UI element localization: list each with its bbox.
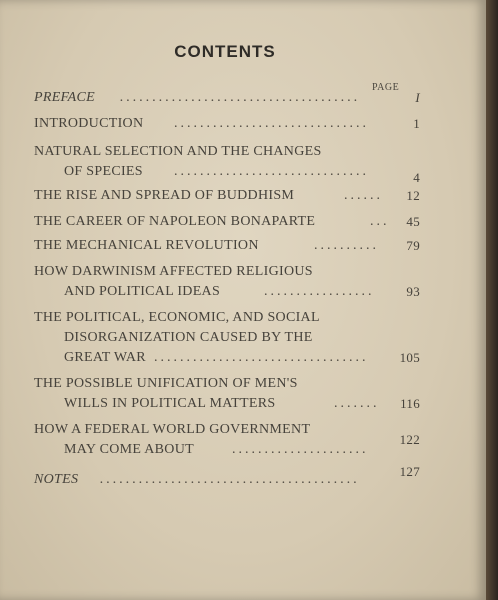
- entry-page-number: 4: [413, 170, 420, 185]
- entry-title: INTRODUCTION: [34, 116, 144, 131]
- page-edge-shadow: [486, 0, 498, 600]
- toc-entry-napoleon: [34, 212, 420, 232]
- entry-title: HOW DARWINISM AFFECTED RELIGIOUS: [34, 264, 313, 279]
- entry-page-number: 12: [406, 188, 420, 203]
- toc-entry-buddhism: [34, 186, 420, 206]
- entry-title-continued: WILLS IN POLITICAL MATTERS: [64, 396, 276, 411]
- toc-entry-federal-government: [34, 420, 420, 460]
- leader-dots: ..........: [314, 238, 379, 253]
- toc-entry-notes: [34, 464, 420, 490]
- leader-dots: .................: [264, 284, 375, 299]
- toc-entry-great-war: [34, 308, 420, 368]
- contents-heading: CONTENTS: [174, 42, 276, 61]
- entry-title: THE POSSIBLE UNIFICATION OF MEN'S: [34, 376, 298, 391]
- toc-entry-mechanical-revolution: [34, 236, 420, 256]
- leader-dots: ...: [370, 214, 390, 229]
- entry-page-number: 127: [399, 464, 420, 479]
- leader-dots: .....................: [232, 442, 369, 457]
- toc-entry-preface: [34, 88, 420, 108]
- entry-page-number: I: [415, 90, 420, 105]
- entry-title: THE POLITICAL, ECONOMIC, AND SOCIAL: [34, 310, 320, 325]
- entry-title: THE RISE AND SPREAD OF BUDDHISM: [34, 188, 295, 203]
- leader-dots: ........................................: [100, 472, 360, 487]
- entry-title-continued: OF SPECIES: [64, 164, 143, 179]
- page-column-label: PAGE: [372, 82, 400, 93]
- toc-entry-unification: [34, 374, 420, 414]
- leader-dots: ..............................: [174, 164, 369, 179]
- entry-title-continued: GREAT WAR: [64, 350, 146, 365]
- leader-dots: ..............................: [174, 116, 369, 131]
- entry-title-continued: MAY COME ABOUT: [64, 442, 194, 457]
- toc-entry-introduction: [34, 114, 420, 134]
- entry-page-number: 1: [413, 116, 420, 131]
- toc-entry-darwinism: [34, 262, 420, 302]
- leader-dots: .................................: [154, 350, 369, 365]
- entry-title: NOTES: [34, 472, 79, 487]
- entry-page-number: 79: [406, 238, 420, 253]
- entry-title: THE MECHANICAL REVOLUTION: [34, 238, 259, 253]
- leader-dots: ......: [344, 188, 383, 203]
- leader-dots: .......: [334, 396, 380, 411]
- entry-page-number: 122: [399, 432, 420, 447]
- entry-title: THE CAREER OF NAPOLEON BONAPARTE: [34, 214, 316, 229]
- entry-page-number: 93: [406, 284, 420, 299]
- entry-page-number: 105: [399, 350, 420, 365]
- entry-title: HOW A FEDERAL WORLD GOVERNMENT: [34, 422, 311, 437]
- leader-dots: .....................................: [120, 90, 361, 105]
- entry-title-continued: AND POLITICAL IDEAS: [64, 284, 221, 299]
- entry-title: NATURAL SELECTION AND THE CHANGES: [34, 144, 322, 159]
- entry-page-number: 45: [406, 214, 420, 229]
- entry-page-number: 116: [400, 396, 420, 411]
- entry-title-continued: DISORGANIZATION CAUSED BY THE: [64, 330, 313, 345]
- toc-entry-natural-selection: [34, 142, 420, 185]
- entry-title: PREFACE: [34, 90, 95, 105]
